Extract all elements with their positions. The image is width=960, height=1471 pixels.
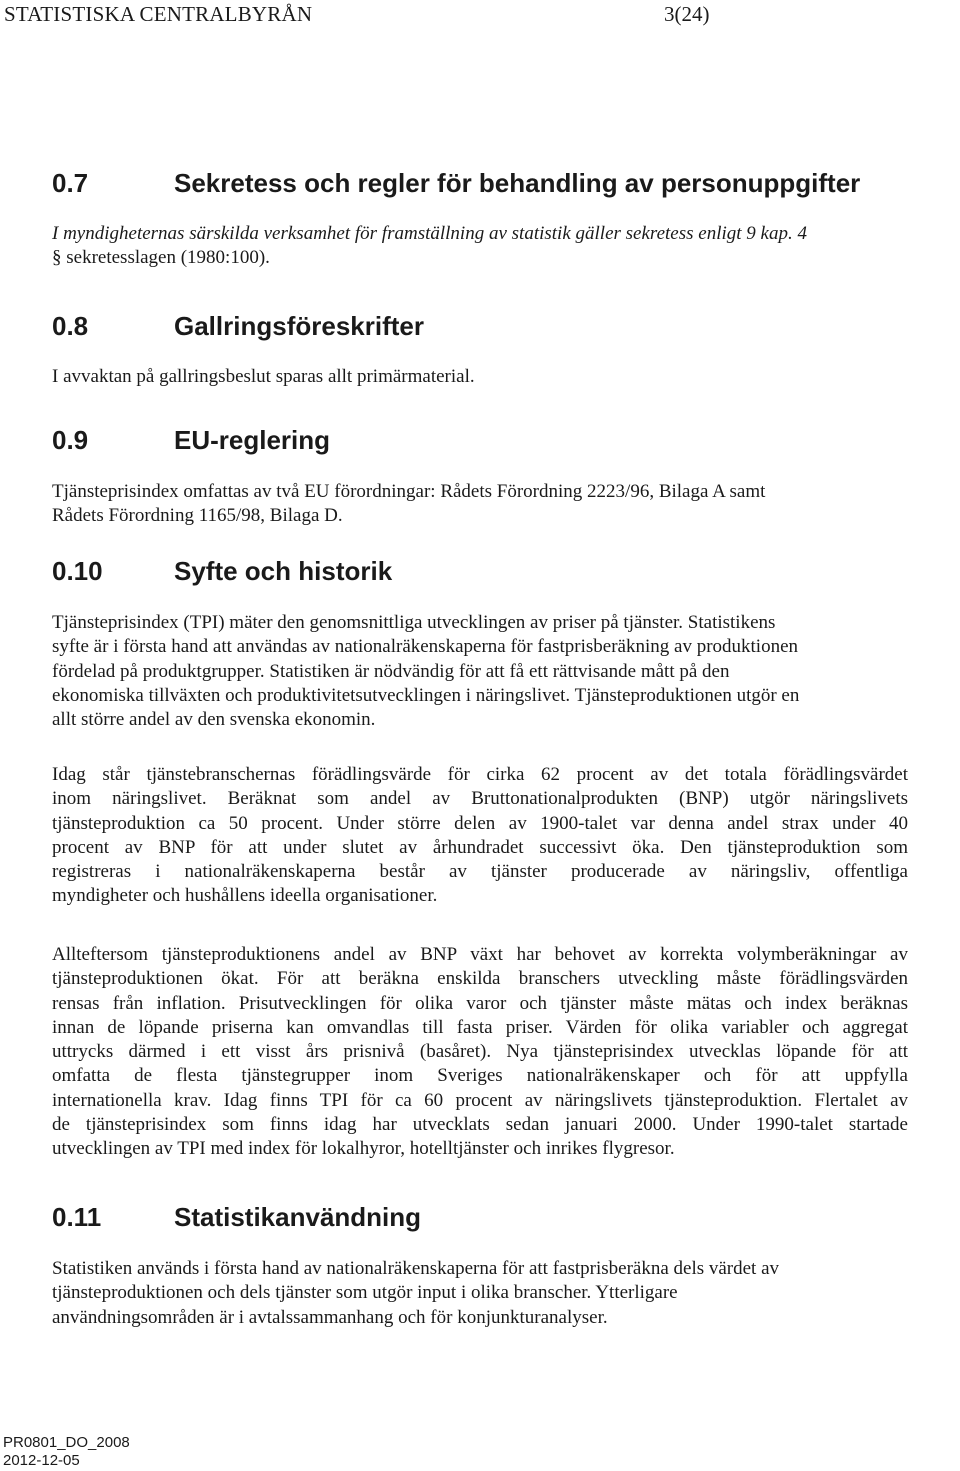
body-line: I avvaktan på gallringsbeslut sparas allt primärmaterial.: [52, 366, 475, 387]
section-heading-0-9: [52, 425, 330, 456]
section-number: 0.7: [52, 168, 89, 198]
section-heading-0-7: [52, 168, 860, 199]
body-line: utvecklingen av TPI med index för lokalhyror, hotelltjänster och inrikes flygresor.: [52, 1138, 675, 1160]
body-line: procent av BNP för att under slutet av århundradet successivt öka. Den tjänsteproduktion som: [52, 836, 908, 858]
body-line: fördelad på produktgrupper. Statistiken är nödvändig för att få ett rättvisande mått på den: [52, 660, 730, 682]
section-0-10-paragraph-1: [52, 611, 908, 732]
body-line: de tjänsteprisindex som finns idag har utvecklats sedan januari 2000. Under 1990-talet startade: [52, 1114, 908, 1136]
section-number: 0.8: [52, 311, 89, 341]
page-number: 3(24): [664, 2, 710, 26]
body-line: tjänsteproduktionen och dels tjänster som utgör input i olika branscher. Ytterligare: [52, 1282, 678, 1304]
section-title: Statistikanvändning: [174, 1202, 422, 1232]
body-line: I myndigheternas särskilda verksamhet för framställning av statistik gäller sekretess enligt 9 kap. 4: [52, 223, 807, 244]
section-title: Gallringsföreskrifter: [174, 311, 424, 341]
body-line: tjänsteproduktion ca 50 procent. Under större delen av 1900-talet var denna andel strax under 40: [52, 812, 908, 834]
section-heading-0-10: [52, 556, 392, 587]
section-0-11-body: [52, 1257, 908, 1330]
body-line: myndigheter och hushållens ideella organisationer.: [52, 885, 438, 907]
body-line: omfatta de flesta tjänstegrupper inom Sveriges nationalräkenskaper och för att uppfylla: [52, 1065, 908, 1087]
body-line: Statistiken används i första hand av nationalräkenskaperna för att fastprisberäkna dels värdet av: [52, 1258, 780, 1279]
body-line: tjänsteproduktionen ökat. För att beräkna enskilda branschers utveckling måste förädlingsvärden: [52, 968, 908, 990]
body-line: inom näringslivet. Beräknat som andel av Bruttonationalprodukten (BNP) utgör näringslivets: [52, 788, 908, 810]
body-line: registreras i nationalräkenskaperna består av tjänster producerade av näringsliv, offentliga: [52, 861, 908, 883]
section-0-9-body: [52, 480, 908, 529]
body-line: § sekretesslagen (1980:100).: [52, 247, 270, 269]
body-line: allt större andel av den svenska ekonomin.: [52, 709, 376, 731]
body-line: Rådets Förordning 1165/98, Bilaga D.: [52, 505, 343, 527]
body-line: innan de löpande priserna kan omvandlas till fasta priser. Värden för olika variabler och aggregat: [52, 1016, 908, 1038]
section-number: 0.10: [52, 556, 103, 586]
section-0-8-body: [52, 365, 908, 389]
section-title: Syfte och historik: [174, 556, 393, 586]
body-line: uttrycks därmed i ett visst års prisnivå (basåret). Nya tjänsteprisindex utvecklas löpande för att: [52, 1041, 908, 1063]
section-title: EU-reglering: [174, 425, 331, 455]
section-number: 0.9: [52, 425, 89, 455]
section-0-7-body: [52, 222, 908, 271]
body-line: rensas från inflation. Prisutvecklingen för olika varor och tjänster måste mätas och index beräknas: [52, 992, 908, 1014]
body-line: Tjänsteprisindex omfattas av två EU förordningar: Rådets Förordning 2223/96, Bilaga A samt: [52, 481, 766, 502]
section-heading-0-8: [52, 311, 424, 342]
section-title: Sekretess och regler för behandling av personuppgifter: [174, 168, 861, 198]
body-line: Tjänsteprisindex (TPI) mäter den genomsnittliga utvecklingen av priser på tjänster. Statistikens: [52, 612, 776, 633]
section-0-10-paragraph-2: [52, 763, 908, 909]
footer-date: 2012-12-05: [3, 1452, 80, 1469]
body-line: ekonomiska tillväxten och produktivitetsutvecklingen i näringslivet. Tjänsteproduktionen utgör en: [52, 684, 800, 706]
document-header-org: STATISTISKA CENTRALBYRÅN: [4, 2, 313, 26]
section-heading-0-11: [52, 1202, 421, 1233]
body-line: användningsområden är i avtalssammanhang och för konjunkturanalyser.: [52, 1306, 608, 1328]
body-line: internationella krav. Idag finns TPI för ca 60 procent av näringslivets tjänsteproduktion. Flertalet av: [52, 1089, 908, 1111]
body-line: Idag står tjänstebranschernas förädlingsvärde för cirka 62 procent av det totala förädlingsvärdet: [52, 764, 908, 785]
body-line: syfte är i första hand att användas av nationalräkenskaperna för fastprisberäkning av produktionen: [52, 636, 799, 658]
body-line: Allteftersom tjänsteproduktionens andel av BNP växt har behovet av korrekta volymberäkningar av: [52, 944, 908, 965]
section-number: 0.11: [52, 1202, 102, 1232]
footer-doc-id: PR0801_DO_2008: [3, 1434, 130, 1451]
section-0-10-paragraph-3: [52, 943, 908, 1162]
